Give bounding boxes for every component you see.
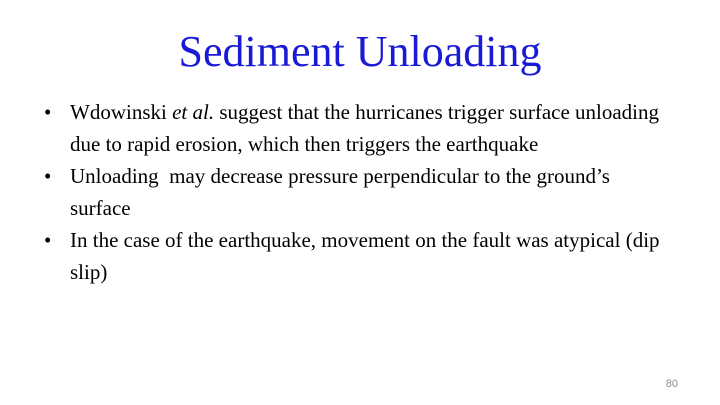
bullet-list xyxy=(44,96,664,288)
bullet-item xyxy=(44,224,664,288)
bullet-item xyxy=(44,96,664,160)
bullet-marker: • xyxy=(44,228,52,252)
bullet-marker: • xyxy=(44,164,52,188)
bullet-item xyxy=(44,160,664,224)
bullet-text-segment: In the case of the earthquake, movement on the fault was atypical (dip slip) xyxy=(70,228,660,284)
bullet-text-italic: et al. xyxy=(172,100,215,124)
slide-title: Sediment Unloading xyxy=(178,27,542,76)
bullet-text-segment: Wdowinski xyxy=(70,100,173,124)
bullet-marker: • xyxy=(44,100,52,124)
bullet-text-segment: Unloading may decrease pressure perpendicular to the ground’s surface xyxy=(70,164,616,220)
slide-page-number: 80 xyxy=(665,378,678,390)
bullet-text-segment: suggest that the hurricanes trigger surface unloading due to rapid erosion, which then triggers the earthquake xyxy=(70,100,660,156)
